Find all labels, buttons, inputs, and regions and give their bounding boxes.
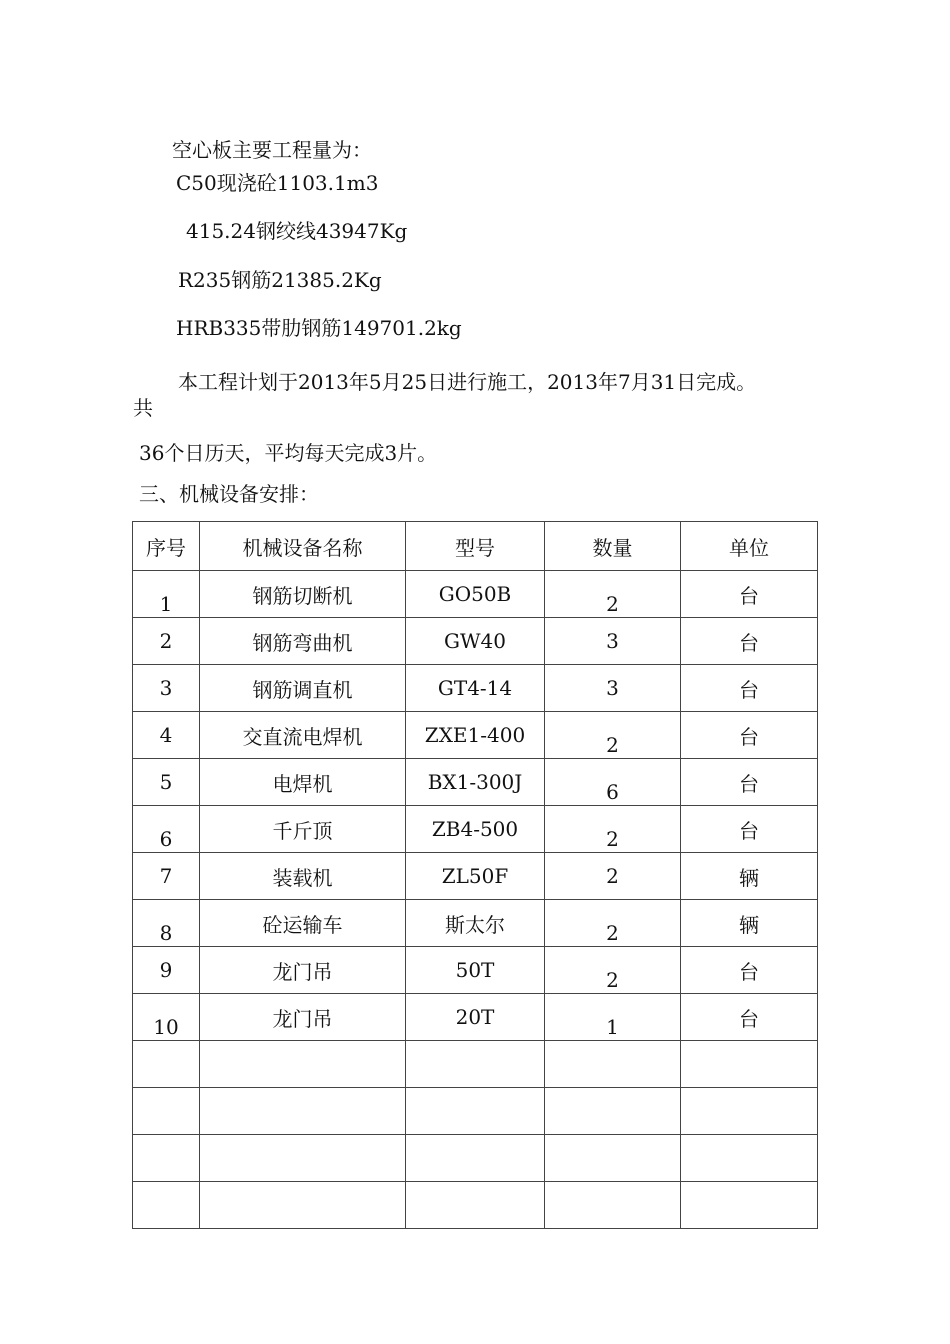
cell-index-text: 4 bbox=[159, 723, 173, 747]
cell-unit-text: 台 bbox=[739, 583, 759, 608]
cell-unit bbox=[681, 1088, 818, 1135]
table-row bbox=[133, 853, 818, 900]
table-row bbox=[133, 806, 818, 853]
cell-index bbox=[133, 759, 200, 806]
cell-index bbox=[133, 994, 200, 1041]
cell-model bbox=[406, 759, 545, 806]
cell-model-text: GO50B bbox=[438, 582, 512, 606]
cell-index-text: 5 bbox=[159, 770, 173, 794]
cell-unit bbox=[681, 1041, 818, 1088]
header-unit: 单位 bbox=[681, 522, 818, 571]
cell-equipment-name bbox=[200, 947, 406, 994]
cell-equipment-name bbox=[200, 853, 406, 900]
section-heading: 三、机械设备安排： bbox=[139, 482, 319, 506]
table-row bbox=[133, 1135, 818, 1182]
cell-model bbox=[406, 618, 545, 665]
cell-index-text: 7 bbox=[159, 864, 173, 888]
cell-unit bbox=[681, 947, 818, 994]
cell-equipment-name bbox=[200, 994, 406, 1041]
table-row bbox=[133, 1182, 818, 1229]
cell-equipment-name bbox=[200, 665, 406, 712]
cell-model bbox=[406, 853, 545, 900]
cell-unit-text: 辆 bbox=[739, 912, 759, 937]
cell-unit-text: 台 bbox=[739, 771, 759, 796]
cell-quantity-text: 2 bbox=[606, 592, 619, 616]
table-row bbox=[133, 900, 818, 947]
cell-unit bbox=[681, 853, 818, 900]
cell-model-text: 20T bbox=[455, 1005, 495, 1029]
cell-equipment-name bbox=[200, 759, 406, 806]
cell-index bbox=[133, 571, 200, 618]
cell-quantity-text: 2 bbox=[606, 827, 619, 851]
cell-model-text: GT4-14 bbox=[437, 676, 513, 700]
cell-equipment-name-text: 龙门吊 bbox=[272, 959, 333, 984]
cell-quantity-text: 3 bbox=[606, 676, 619, 700]
cell-equipment-name bbox=[200, 1182, 406, 1229]
cell-equipment-name bbox=[200, 1135, 406, 1182]
cell-model-text: GW40 bbox=[444, 629, 506, 653]
cell-unit-text: 台 bbox=[739, 677, 759, 702]
cell-quantity bbox=[545, 806, 681, 853]
cell-quantity bbox=[545, 759, 681, 806]
cell-model bbox=[406, 994, 545, 1041]
cell-quantity-text: 2 bbox=[606, 733, 619, 757]
cell-index-text: 10 bbox=[153, 1015, 179, 1039]
header-index: 序号 bbox=[133, 522, 200, 571]
cell-model-text: ZL50F bbox=[441, 864, 509, 888]
table-row bbox=[133, 994, 818, 1041]
cell-index bbox=[133, 853, 200, 900]
cell-equipment-name-text: 千斤顶 bbox=[272, 818, 333, 843]
cell-quantity-text: 2 bbox=[606, 864, 619, 888]
cell-model bbox=[406, 806, 545, 853]
cell-equipment-name-text: 砼运输车 bbox=[262, 912, 343, 937]
cell-index bbox=[133, 712, 200, 759]
cell-quantity bbox=[545, 1088, 681, 1135]
cell-quantity-text: 2 bbox=[606, 921, 619, 945]
equipment-table bbox=[132, 521, 818, 1229]
table-row bbox=[133, 1088, 818, 1135]
cell-quantity bbox=[545, 947, 681, 994]
cell-quantity bbox=[545, 1182, 681, 1229]
cell-model bbox=[406, 900, 545, 947]
cell-equipment-name-text: 交直流电焊机 bbox=[242, 724, 363, 749]
cell-equipment-name-text: 装载机 bbox=[272, 865, 333, 890]
cell-model bbox=[406, 1182, 545, 1229]
cell-model-text: 斯太尔 bbox=[445, 912, 505, 937]
cell-unit bbox=[681, 806, 818, 853]
quantity-item: HRB335带肋钢筋149701.2kg bbox=[176, 316, 462, 340]
cell-index bbox=[133, 1135, 200, 1182]
schedule-duration: 36个日历天，平均每天完成3片。 bbox=[139, 441, 438, 465]
table-row bbox=[133, 712, 818, 759]
cell-index-text: 8 bbox=[159, 921, 173, 945]
cell-quantity-text: 3 bbox=[606, 629, 619, 653]
cell-equipment-name-text: 钢筋调直机 bbox=[252, 677, 353, 702]
header-model: 型号 bbox=[406, 522, 545, 571]
quantity-item: R235钢筋21385.2Kg bbox=[178, 268, 382, 292]
cell-unit-text: 台 bbox=[739, 630, 759, 655]
cell-quantity bbox=[545, 853, 681, 900]
cell-quantity bbox=[545, 1135, 681, 1182]
cell-equipment-name bbox=[200, 1041, 406, 1088]
table-row bbox=[133, 665, 818, 712]
header-equipment-name: 机械设备名称 bbox=[200, 522, 406, 571]
cell-quantity-text: 2 bbox=[606, 968, 619, 992]
cell-unit-text: 台 bbox=[739, 959, 759, 984]
cell-unit bbox=[681, 571, 818, 618]
cell-equipment-name bbox=[200, 712, 406, 759]
cell-equipment-name-text: 龙门吊 bbox=[272, 1006, 333, 1031]
cell-index bbox=[133, 618, 200, 665]
cell-model bbox=[406, 665, 545, 712]
cell-unit bbox=[681, 712, 818, 759]
cell-quantity bbox=[545, 665, 681, 712]
quantity-item: C50现浇砼1103.1m3 bbox=[176, 171, 379, 195]
cell-model-text: BX1-300J bbox=[427, 770, 523, 794]
cell-index bbox=[133, 806, 200, 853]
cell-index-text: 2 bbox=[159, 629, 173, 653]
cell-model bbox=[406, 1135, 545, 1182]
cell-unit-text: 台 bbox=[739, 1006, 759, 1031]
table-row bbox=[133, 571, 818, 618]
cell-index-text: 6 bbox=[159, 827, 173, 851]
cell-quantity bbox=[545, 1041, 681, 1088]
cell-quantity bbox=[545, 994, 681, 1041]
cell-index bbox=[133, 1041, 200, 1088]
cell-model bbox=[406, 1041, 545, 1088]
cell-equipment-name-text: 电焊机 bbox=[272, 771, 333, 796]
cell-equipment-name bbox=[200, 618, 406, 665]
cell-unit bbox=[681, 665, 818, 712]
cell-index-text: 1 bbox=[159, 592, 173, 616]
cell-unit-text: 台 bbox=[739, 724, 759, 749]
cell-model bbox=[406, 712, 545, 759]
table-row bbox=[133, 759, 818, 806]
table-row bbox=[133, 618, 818, 665]
cell-index-text: 9 bbox=[159, 958, 173, 982]
cell-model bbox=[406, 947, 545, 994]
cell-model-text: ZXE1-400 bbox=[424, 723, 526, 747]
table-row bbox=[133, 1041, 818, 1088]
quantity-item: 415.24钢绞线43947Kg bbox=[186, 219, 408, 243]
cell-unit bbox=[681, 618, 818, 665]
cell-index bbox=[133, 665, 200, 712]
cell-quantity bbox=[545, 900, 681, 947]
cell-equipment-name bbox=[200, 571, 406, 618]
cell-unit-text: 辆 bbox=[739, 865, 759, 890]
cell-model-text: ZB4-500 bbox=[431, 817, 519, 841]
cell-equipment-name-text: 钢筋切断机 bbox=[252, 583, 353, 608]
cell-equipment-name-text: 钢筋弯曲机 bbox=[252, 630, 353, 655]
cell-quantity bbox=[545, 618, 681, 665]
cell-quantity-text: 6 bbox=[606, 780, 619, 804]
cell-index bbox=[133, 1182, 200, 1229]
table-header-row bbox=[133, 522, 818, 571]
quantities-title: 空心板主要工程量为： bbox=[172, 138, 372, 162]
cell-unit bbox=[681, 759, 818, 806]
cell-model bbox=[406, 571, 545, 618]
table-row bbox=[133, 947, 818, 994]
schedule-text: 本工程计划于2013年5月25日进行施工，2013年7月31日完成。 bbox=[178, 370, 757, 394]
cell-quantity bbox=[545, 712, 681, 759]
schedule-text-wrap: 共 bbox=[133, 396, 153, 420]
cell-index bbox=[133, 900, 200, 947]
cell-model-text: 50T bbox=[455, 958, 495, 982]
cell-unit bbox=[681, 994, 818, 1041]
cell-index bbox=[133, 1088, 200, 1135]
cell-equipment-name bbox=[200, 1088, 406, 1135]
cell-equipment-name bbox=[200, 900, 406, 947]
cell-index bbox=[133, 947, 200, 994]
cell-unit bbox=[681, 900, 818, 947]
cell-equipment-name bbox=[200, 806, 406, 853]
cell-unit bbox=[681, 1135, 818, 1182]
cell-quantity-text: 1 bbox=[606, 1015, 619, 1039]
cell-quantity bbox=[545, 571, 681, 618]
header-quantity: 数量 bbox=[545, 522, 681, 571]
cell-index-text: 3 bbox=[159, 676, 173, 700]
cell-model bbox=[406, 1088, 545, 1135]
cell-unit bbox=[681, 1182, 818, 1229]
cell-unit-text: 台 bbox=[739, 818, 759, 843]
